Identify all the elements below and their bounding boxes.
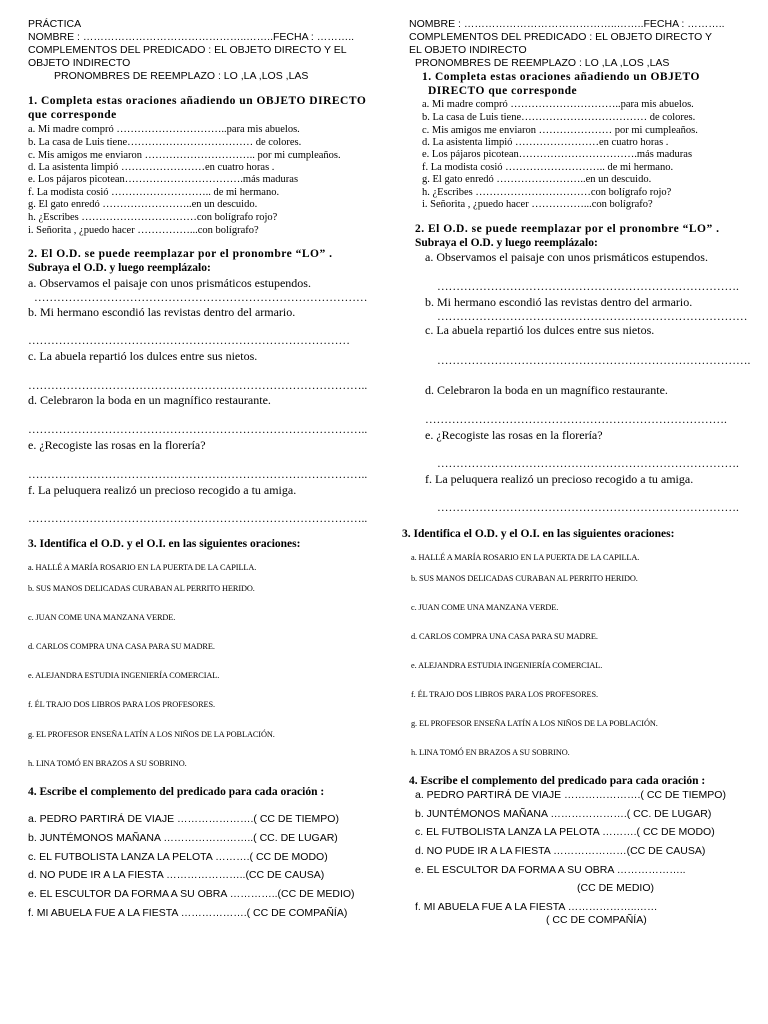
s2-item: c. La abuela repartió los dulces entre sus nietos. — [425, 323, 655, 337]
worksheet-title-line-1: COMPLEMENTOS DEL PREDICADO : EL OBJETO DIRECTO Y EL — [28, 44, 347, 56]
s2-item: d. Celebraron la boda en un magnífico restaurante. — [28, 393, 271, 407]
s4-item: c. EL FUTBOLISTA LANZA LA PELOTA ……….( CC DE MODO) — [415, 826, 715, 838]
s3-item: b. SUS MANOS DELICADAS CURABAN AL PERRITO HERIDO. — [411, 574, 638, 583]
section-2-heading: 2. El O.D. se puede reemplazar por el pronombre “LO” . — [415, 223, 720, 235]
s2-item: b. Mi hermano escondió las revistas dentro del armario. — [28, 305, 296, 319]
s2-item: a. Observamos el paisaje con unos prismáticos estupendos. — [28, 276, 311, 290]
s3-item: f. ÉL TRAJO DOS LIBROS PARA LOS PROFESORES. — [28, 700, 215, 709]
s3-item: d. CARLOS COMPRA UNA CASA PARA SU MADRE. — [411, 632, 598, 641]
section-4-heading: 4. Escribe el complemento del predicado para cada oración : — [409, 775, 706, 787]
section-3-heading: 3. Identifica el O.D. y el O.I. en las siguientes oraciones: — [402, 528, 675, 540]
s1-item: c. Mis amigos me enviaron ………………… por mi cumpleaños. — [422, 125, 698, 136]
answer-line: …………………………………………………………………………….. — [28, 380, 368, 392]
s3-item: d. CARLOS COMPRA UNA CASA PARA SU MADRE. — [28, 642, 215, 651]
section-4-heading: 4. Escribe el complemento del predicado para cada oración : — [28, 786, 325, 798]
s3-item: b. SUS MANOS DELICADAS CURABAN AL PERRITO HERIDO. — [28, 584, 255, 593]
section-1-heading: 1. Completa estas oraciones añadiendo un OBJETO — [422, 71, 700, 83]
s4-item: d. NO PUDE IR A LA FIESTA …………………..(CC DE CAUSA) — [28, 869, 325, 881]
s2-item: d. Celebraron la boda en un magnífico restaurante. — [425, 383, 668, 397]
s2-item: f. La peluquera realizó un precioso recogido a tu amiga. — [425, 472, 694, 486]
s4-item: d. NO PUDE IR A LA FIESTA …………………(CC DE CAUSA) — [415, 845, 706, 857]
s1-item: d. La asistenta limpió ……………………en cuatro horas . — [422, 137, 669, 148]
s1-item: f. La modista cosió ……………………….. de mi hermano. — [28, 187, 280, 198]
s4-item-continuation: ( CC DE COMPAÑÍA) — [546, 914, 647, 926]
s2-item: e. ¿Recogiste las rosas en la florería? — [425, 428, 603, 442]
s1-item: i. Señorita , ¿puedo hacer ……………...con bolígrafo? — [422, 199, 653, 210]
s1-item: i. Señorita , ¿puedo hacer ……………...con bolígrafo? — [28, 225, 259, 236]
s4-item: c. EL FUTBOLISTA LANZA LA PELOTA ……….( CC DE MODO) — [28, 851, 328, 863]
s3-item: g. EL PROFESOR ENSEÑA LATÍN A LOS NIÑOS DE LA POBLACIÓN. — [28, 730, 275, 739]
s3-item: a. HALLÉ A MARÍA ROSARIO EN LA PUERTA DE LA CAPILLA. — [411, 553, 640, 562]
answer-line: ……………………………………………………………………… — [437, 311, 748, 323]
section-1-heading-cont: que corresponde — [28, 109, 117, 121]
s1-item: d. La asistenta limpió ……………………en cuatro horas . — [28, 162, 275, 173]
section-3-heading: 3. Identifica el O.D. y el O.I. en las siguientes oraciones: — [28, 538, 301, 550]
s1-item: b. La casa de Luis tiene……………………………… de colores. — [422, 112, 696, 123]
answer-line: ………………………………………………………………………… — [28, 335, 350, 347]
answer-line: ……………………………………………………………………. — [425, 414, 727, 426]
s1-item: c. Mis amigos me enviaron ………………………….. por mi cumpleaños. — [28, 150, 341, 161]
nombre-fecha-line: NOMBRE : ……………………………………..……..FECHA : ……….. — [409, 18, 725, 30]
worksheet-title-line-1: COMPLEMENTOS DEL PREDICADO : EL OBJETO DIRECTO Y — [409, 31, 713, 43]
answer-line: ……………………………………………………………………. — [437, 458, 739, 470]
s3-item: e. ALEJANDRA ESTUDIA INGENIERÍA COMERCIAL. — [411, 661, 603, 670]
s2-item: c. La abuela repartió los dulces entre sus nietos. — [28, 349, 258, 363]
s3-item: h. LINA TOMÓ EN BRAZOS A SU SOBRINO. — [28, 759, 187, 768]
s1-item: g. El gato enredó ……………………..en un descuido. — [422, 174, 652, 185]
section-2-heading: 2. El O.D. se puede reemplazar por el pronombre “LO” . — [28, 248, 333, 260]
s2-item: a. Observamos el paisaje con unos prismáticos estupendos. — [425, 250, 708, 264]
worksheet-title-line-2: EL OBJETO INDIRECTO — [409, 44, 527, 56]
answer-line: ……………………………………………………………………. — [437, 502, 739, 514]
s3-item: c. JUAN COME UNA MANZANA VERDE. — [411, 603, 559, 612]
s3-item: f. ÉL TRAJO DOS LIBROS PARA LOS PROFESORES. — [411, 690, 598, 699]
s1-item: e. Los pájaros picotean…………………………….más maduras — [28, 174, 299, 185]
s2-item: f. La peluquera realizó un precioso recogido a tu amiga. — [28, 483, 297, 497]
s3-item: g. EL PROFESOR ENSEÑA LATÍN A LOS NIÑOS DE LA POBLACIÓN. — [411, 719, 658, 728]
answer-line: ………………………………………………………………………. — [437, 355, 751, 367]
s1-item: f. La modista cosió ……………………….. de mi hermano. — [422, 162, 674, 173]
s4-item: f. MI ABUELA FUE A LA FIESTA ………………..…… — [415, 901, 658, 913]
answer-line: …………………………………………………………………………….. — [28, 424, 368, 436]
answer-line: ……………………………………………………………………. — [437, 281, 739, 293]
s4-item-continuation: (CC DE MEDIO) — [577, 882, 654, 894]
s1-item: h. ¿Escribes ……………………………con bolígrafo rojo? — [422, 187, 672, 198]
s3-item: h. LINA TOMÓ EN BRAZOS A SU SOBRINO. — [411, 748, 570, 757]
s1-item: e. Los pájaros picotean…………………………….más maduras — [422, 149, 693, 160]
s3-item: c. JUAN COME UNA MANZANA VERDE. — [28, 613, 176, 622]
answer-line: …………………………………………………………………………….. — [28, 469, 368, 481]
s2-item: e. ¿Recogiste las rosas en la florería? — [28, 438, 206, 452]
answer-line: …………………………………………………………………………….. — [28, 513, 368, 525]
section-2-heading-cont: Subraya el O.D. y luego reemplázalo: — [415, 237, 598, 249]
pronombres-line: PRONOMBRES DE REEMPLAZO : LO ,LA ,LOS ,LAS — [54, 70, 309, 82]
s4-item: e. EL ESCULTOR DA FORMA A SU OBRA …………..(CC DE MEDIO) — [28, 888, 355, 900]
s1-item: a. Mi madre compró …………………………..para mis abuelos. — [422, 99, 694, 110]
s4-item: b. JUNTÉMONOS MAÑANA ……………………..( CC. DE LUGAR) — [28, 832, 338, 844]
s1-item: h. ¿Escribes ……………………………con bolígrafo rojo? — [28, 212, 278, 223]
s4-item: f. MI ABUELA FUE A LA FIESTA ……………….( CC DE COMPAÑÍA) — [28, 907, 348, 919]
s4-item: b. JUNTÉMONOS MAÑANA ………………….( CC. DE LUGAR) — [415, 808, 712, 820]
nombre-fecha-line: NOMBRE : ………………………………………..……..FECHA : ……….. — [28, 31, 355, 43]
practica-heading: PRÁCTICA — [28, 18, 82, 30]
s1-item: a. Mi madre compró …………………………..para mis abuelos. — [28, 124, 300, 135]
s4-item: a. PEDRO PARTIRÁ DE VIAJE ………………….( CC DE TIEMPO) — [415, 789, 726, 801]
s1-item: b. La casa de Luis tiene……………………………… de colores. — [28, 137, 302, 148]
s3-item: e. ALEJANDRA ESTUDIA INGENIERÍA COMERCIAL. — [28, 671, 220, 680]
pronombres-line: PRONOMBRES DE REEMPLAZO : LO ,LA ,LOS ,LAS — [415, 57, 670, 69]
worksheet-title-line-2: OBJETO INDIRECTO — [28, 57, 131, 69]
section-1-heading-cont: DIRECTO que corresponde — [428, 85, 578, 97]
s4-item: e. EL ESCULTOR DA FORMA A SU OBRA ……………….. — [415, 864, 686, 876]
s2-item: b. Mi hermano escondió las revistas dentro del armario. — [425, 295, 693, 309]
section-1-heading: 1. Completa estas oraciones añadiendo un OBJETO DIRECTO — [28, 95, 367, 107]
s4-item: a. PEDRO PARTIRÁ DE VIAJE ………………….( CC DE TIEMPO) — [28, 813, 339, 825]
s1-item: g. El gato enredó ……………………..en un descuido. — [28, 199, 258, 210]
answer-line: …………………………………………………………………………… — [34, 292, 368, 304]
section-2-heading-cont: Subraya el O.D. y luego reemplázalo: — [28, 262, 211, 274]
s3-item: a. HALLÉ A MARÍA ROSARIO EN LA PUERTA DE LA CAPILLA. — [28, 563, 257, 572]
